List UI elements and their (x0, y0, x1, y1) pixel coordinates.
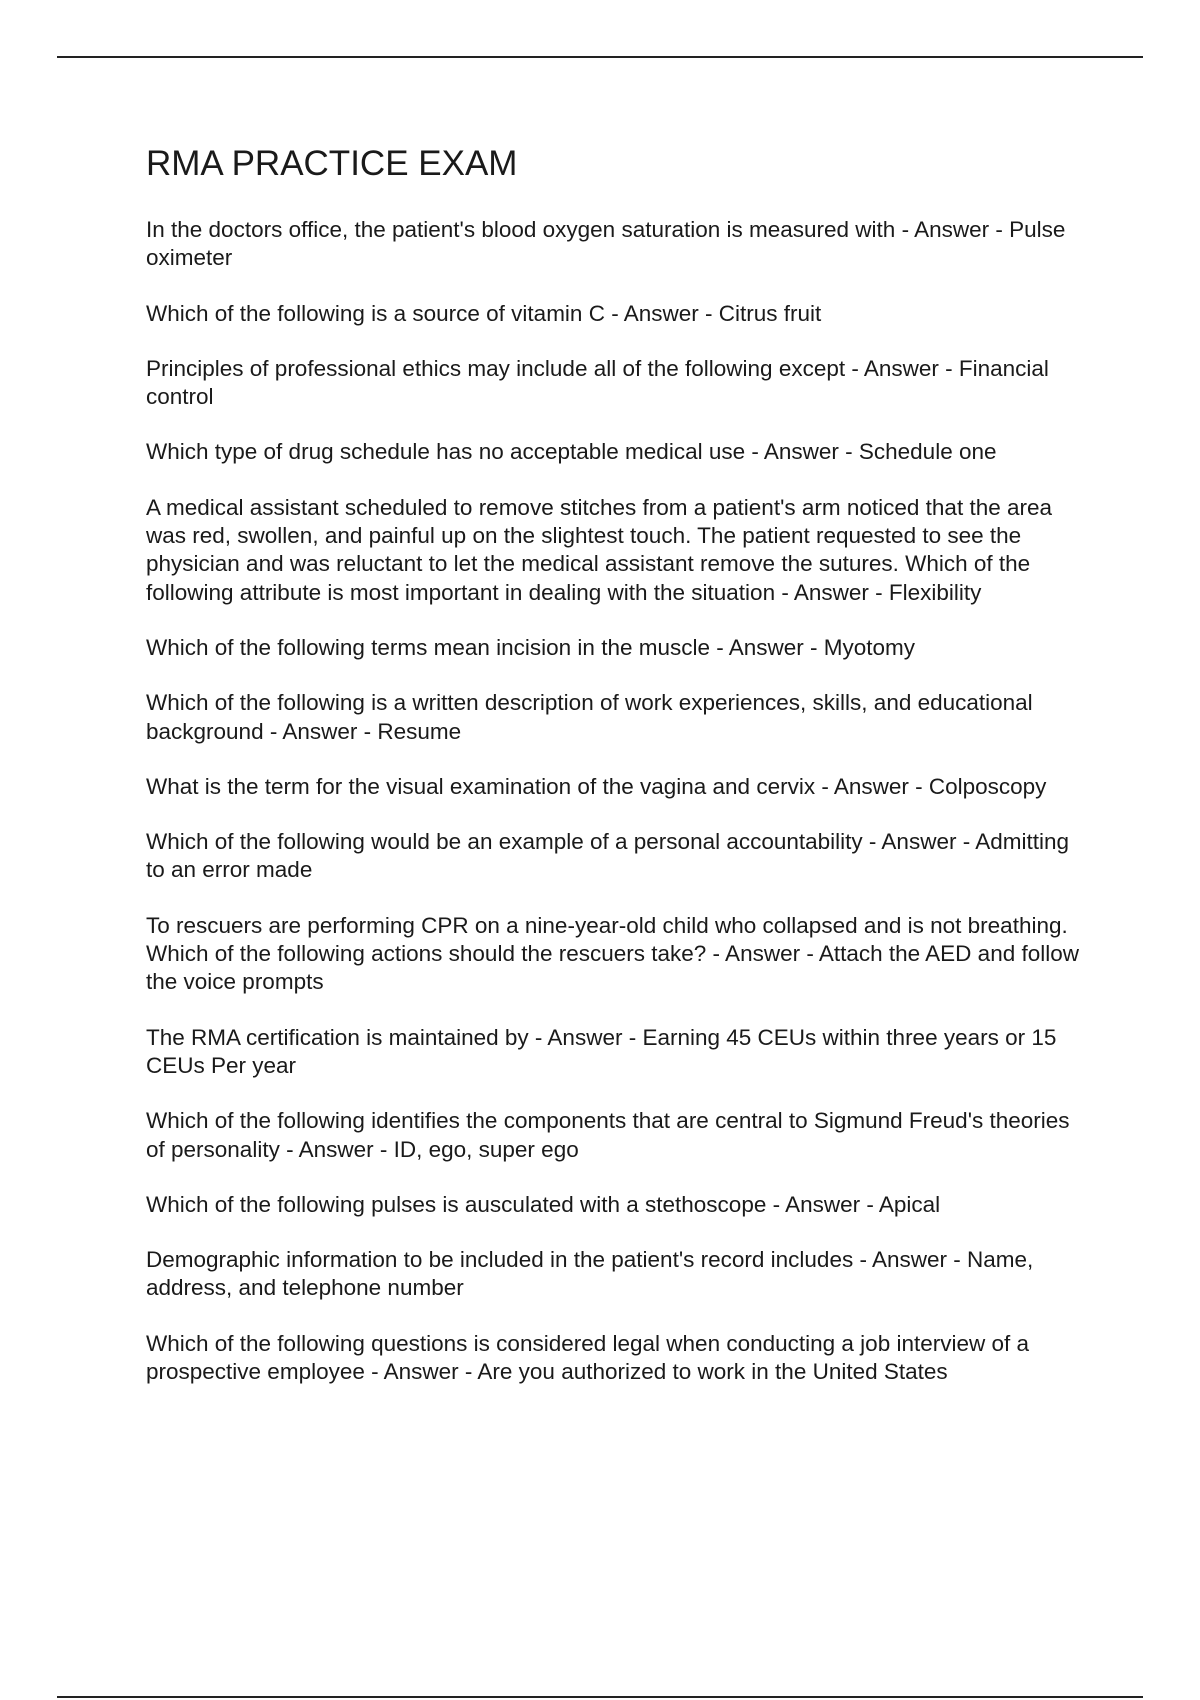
page-title: RMA PRACTICE EXAM (146, 144, 518, 183)
qa-item: Which of the following terms mean incision in the muscle - Answer - Myotomy (146, 634, 916, 660)
bottom-rule (57, 1696, 1143, 1698)
document-body (146, 142, 1086, 1413)
qa-item: Which of the following is a written description of work experiences, skills, and educational background - Answer - Resume (146, 690, 1033, 744)
qa-item: Which of the following would be an example of a personal accountability - Answer - Admitting to an error made (146, 829, 1069, 883)
qa-item: To rescuers are performing CPR on a nine-year-old child who collapsed and is not breathing. Which of the following actions should the rescuers take? - Answer - Attach the AED and follow the voice prompts (146, 912, 1079, 995)
qa-item: Which of the following identifies the components that are central to Sigmund Freud's theories of personality - Answer - ID, ego, super ego (146, 1108, 1070, 1162)
qa-item: A medical assistant scheduled to remove stitches from a patient's arm noticed that the area was red, swollen, and painful up on the slightest touch. The patient requested to see the physician and was reluctant to let the medical assistant remove the sutures. Which of the following attribute is most important in dealing with the situation - Answer - Flexibility (146, 494, 1053, 605)
qa-item: Principles of professional ethics may include all of the following except - Answer - Financial control (146, 355, 1049, 410)
qa-item: What is the term for the visual examination of the vagina and cervix - Answer - Colposcopy (146, 773, 1047, 799)
qa-item: Which of the following is a source of vitamin C - Answer - Citrus fruit (146, 300, 822, 326)
qa-item: Which of the following pulses is ausculated with a stethoscope - Answer - Apical (146, 1191, 941, 1217)
qa-item: In the doctors office, the patient's blood oxygen saturation is measured with - Answer - Pulse oximeter (146, 217, 1066, 271)
top-rule (57, 56, 1143, 58)
qa-item: Demographic information to be included in the patient's record includes - Answer - Name, address, and telephone number (146, 1247, 1034, 1301)
qa-item: The RMA certification is maintained by - Answer - Earning 45 CEUs within three years or 15 CEUs Per year (146, 1024, 1057, 1078)
qa-item: Which of the following questions is considered legal when conducting a job interview of a prospective employee - Answer - Are you authorized to work in the United States (146, 1330, 1030, 1385)
qa-item: Which type of drug schedule has no acceptable medical use - Answer - Schedule one (146, 439, 997, 465)
